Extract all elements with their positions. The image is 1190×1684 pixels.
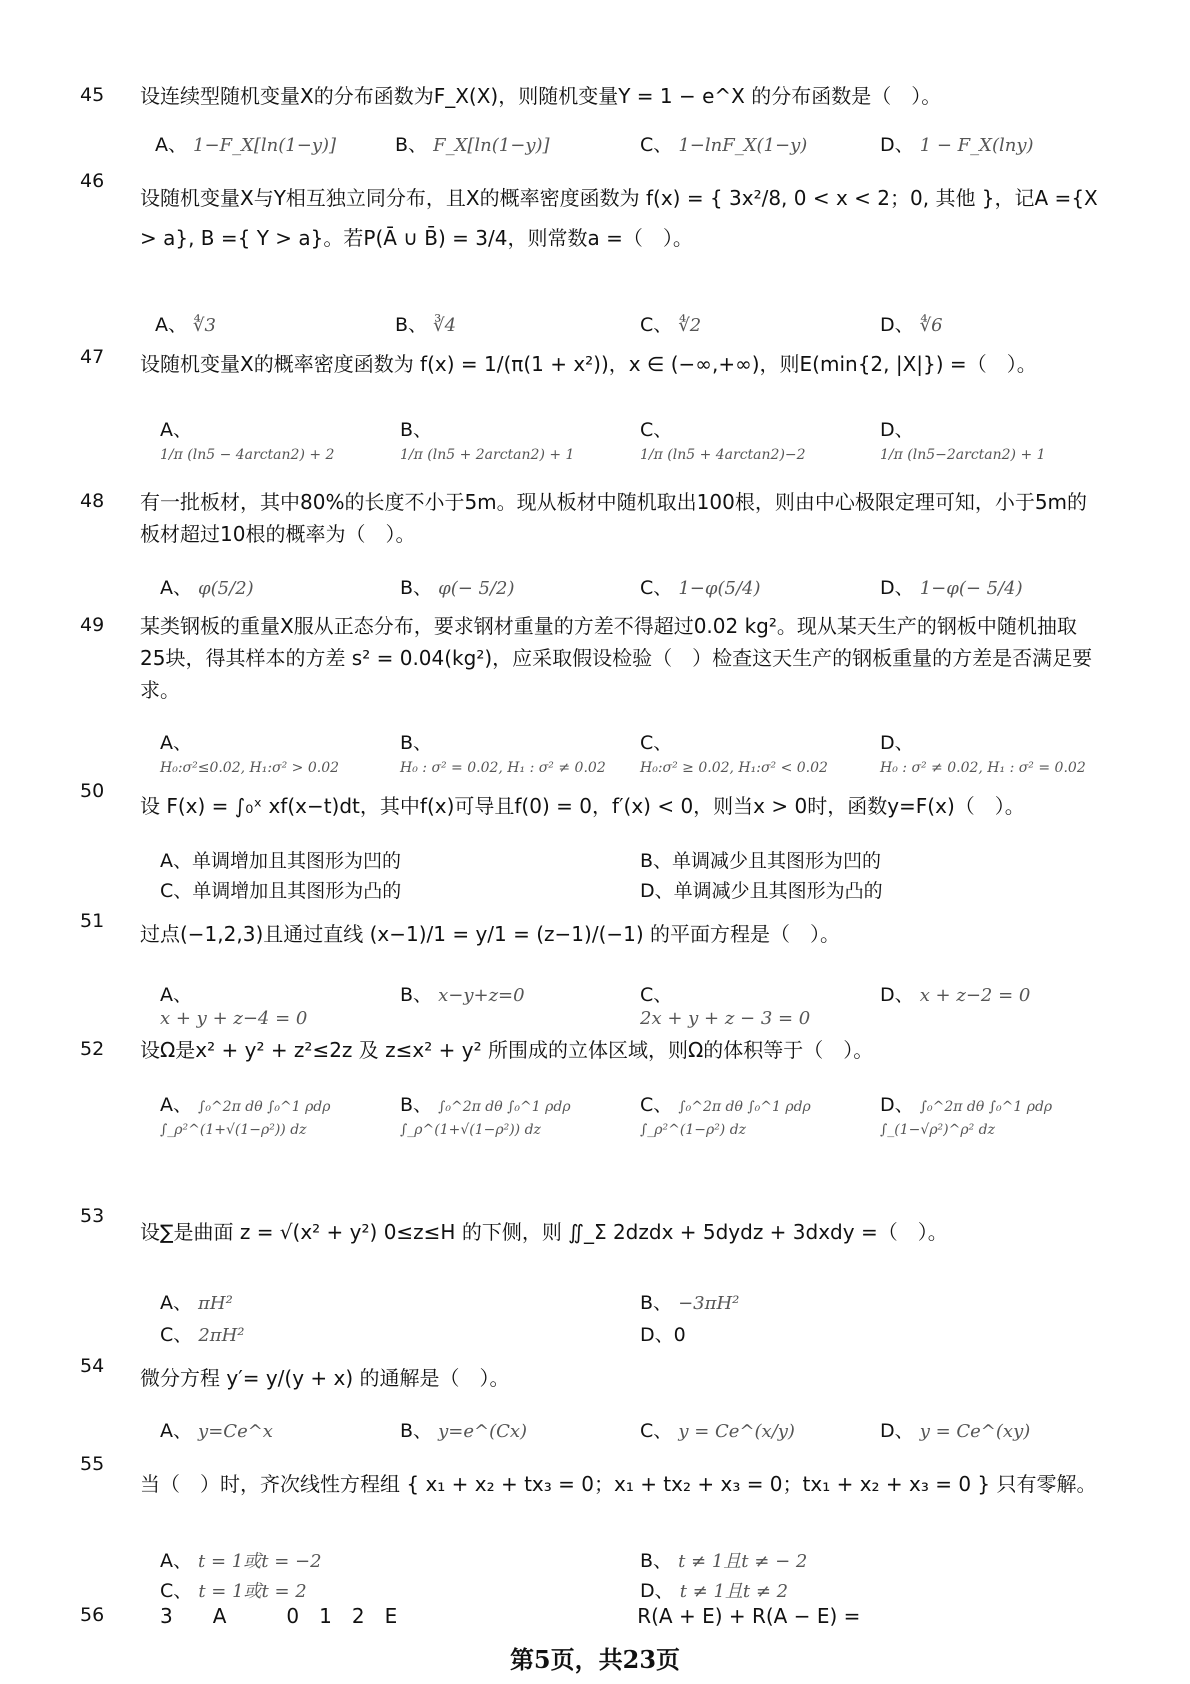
option-d: D、 t ≠ 1且t ≠ 2 [640, 1580, 789, 1602]
question-number: 56 [80, 1604, 105, 1626]
option-a: A、 ∜3 [155, 314, 216, 336]
option-d: D、 y = Ce^(xy) [880, 1420, 1031, 1442]
option-c: C、 ∜2 [640, 314, 702, 336]
option-d: D、 H₀ : σ² ≠ 0.02, H₁ : σ² = 0.02 [880, 732, 1086, 776]
question-number: 49 [80, 614, 105, 636]
question-number: 46 [80, 170, 105, 192]
option-c: C、 y = Ce^(x/y) [640, 1420, 795, 1442]
question-number: 51 [80, 910, 105, 932]
option-c: C、 t = 1或t = 2 [160, 1580, 307, 1602]
question-number: 53 [80, 1205, 105, 1227]
option-b: B、 t ≠ 1且t ≠ − 2 [640, 1550, 808, 1572]
option-a: A、 H₀:σ²≤0.02, H₁:σ² > 0.02 [160, 732, 340, 776]
question-stem: 设随机变量X与Y相互独立同分布，且X的概率密度函数为 f(x) = { 3x²/8, 0 < x < 2；0, 其他 }，记A ={X > a}, B ={ Y > a}。若P(Ā ∪ B̄) = 3/4，则常数a =（ ）。 [140, 186, 1098, 250]
option-a: A、 1/π (ln5 − 4arctan2) + 2 [160, 419, 335, 463]
option-b: B、 φ(− 5/2) [400, 577, 515, 599]
question-stem: 设∑是曲面 z = √(x² + y²) 0≤z≤H 的下侧，则 ∬_Σ 2dzdx + 5dydz + 3dxdy =（ ）。 [140, 1220, 948, 1244]
option-c: C、 1/π (ln5 + 4arctan2)−2 [640, 419, 806, 463]
question-number: 48 [80, 490, 105, 512]
option-d: D、 ∜6 [880, 314, 943, 336]
question-stem: 当（ ）时，齐次线性方程组 { x₁ + x₂ + tx₃ = 0；x₁ + tx₂ + x₃ = 0；tx₁ + x₂ + x₃ = 0 } 只有零解。 [140, 1472, 1097, 1496]
option-b: B、 H₀ : σ² = 0.02, H₁ : σ² ≠ 0.02 [400, 732, 606, 776]
question-number: 55 [80, 1453, 105, 1475]
option-c: C、单调增加且其图形为凸的 [160, 880, 402, 902]
option-c: C、 1−φ(5/4) [640, 577, 761, 599]
question-stem: 过点(−1,2,3)且通过直线 (x−1)/1 = y/1 = (z−1)/(−1) 的平面方程是（ ）。 [140, 922, 841, 946]
question-stem: 有一批板材，其中80%的长度不小于5m。现从板材中随机取出100根，则由中心极限定理可知，小于5m的板材超过10根的概率为（ ）。 [140, 490, 1088, 546]
option-b: B、 y=e^(Cx) [400, 1420, 528, 1442]
option-a: A、 t = 1或t = −2 [160, 1550, 322, 1572]
question-stem: 微分方程 y′= y/(y + x) 的通解是（ ）。 [140, 1366, 510, 1390]
question-stem: 某类钢板的重量X服从正态分布，要求钢材重量的方差不得超过0.02 kg²。现从某天生产的钢板中随机抽取25块，得其样本的方差 s² = 0.04(kg²)，应采取假设检验（ ）检查这天生产的钢板重量的方差是否满足要求。 [140, 614, 1093, 702]
option-a: A、单调增加且其图形为凹的 [160, 850, 402, 872]
question-stem: 设Ω是x² + y² + z²≤2z 及 z≤x² + y² 所围成的立体区域，则Ω的体积等于（ ）。 [140, 1038, 874, 1062]
option-b: B、 ∛4 [395, 314, 457, 336]
option-d: D、 ∫₀^2π dθ ∫₀^1 ρdρ ∫_(1−√ρ²)^ρ² dz [880, 1094, 1053, 1138]
option-a: A、 x + y + z−4 = 0 [160, 984, 308, 1029]
question-stem: 设连续型随机变量X的分布函数为F_X(X)，则随机变量Y = 1 − e^X 的分布函数是（ ）。 [140, 84, 942, 108]
option-b: B、 1/π (ln5 + 2arctan2) + 1 [400, 419, 575, 463]
question-number: 54 [80, 1355, 105, 1377]
option-b: B、 −3πH² [640, 1292, 740, 1314]
option-c: C、 1−lnF_X(1−y) [640, 134, 808, 156]
question-stem: 设 F(x) = ∫₀ˣ xf(x−t)dt，其中f(x)可导且f(0) = 0，f′(x) < 0，则当x > 0时，函数y=F(x)（ ）。 [140, 794, 1025, 818]
option-d: D、 x + z−2 = 0 [880, 984, 1031, 1006]
option-a: A、 φ(5/2) [160, 577, 254, 599]
question-stem: 设随机变量X的概率密度函数为 f(x) = 1/(π(1 + x²))，x ∈ (−∞,+∞)，则E(min{2, |X|}) =（ ）。 [140, 352, 1037, 376]
option-d: D、单调减少且其图形为凸的 [640, 880, 883, 902]
option-d: D、 1 − F_X(lny) [880, 134, 1034, 156]
option-b: B、单调减少且其图形为凹的 [640, 850, 882, 872]
option-a: A、 ∫₀^2π dθ ∫₀^1 ρdρ ∫_ρ²^(1+√(1−ρ²)) dz [160, 1094, 331, 1138]
option-b: B、 ∫₀^2π dθ ∫₀^1 ρdρ ∫_ρ^(1+√(1−ρ²)) dz [400, 1094, 571, 1138]
option-c: C、 H₀:σ² ≥ 0.02, H₁:σ² < 0.02 [640, 732, 828, 776]
question-number: 50 [80, 780, 105, 802]
option-c: C、 2πH² [160, 1324, 245, 1346]
option-a: A、 y=Ce^x [160, 1420, 273, 1442]
option-c: C、 ∫₀^2π dθ ∫₀^1 ρdρ ∫_ρ²^(1−ρ²) dz [640, 1094, 811, 1138]
option-b: B、 F_X[ln(1−y)] [395, 134, 550, 156]
question-number: 52 [80, 1038, 105, 1060]
question-number: 47 [80, 346, 105, 368]
page-footer: 第5页，共23页 [509, 1645, 681, 1674]
option-c: C、 2x + y + z − 3 = 0 [640, 984, 811, 1029]
question-stem: 3 A 0 1 2 E R(A + E) + R(A − E) = [160, 1604, 861, 1628]
option-d: D、 1/π (ln5−2arctan2) + 1 [880, 419, 1046, 463]
option-a: A、 πH² [160, 1292, 233, 1314]
option-d: D、0 [640, 1324, 686, 1346]
option-d: D、 1−φ(− 5/4) [880, 577, 1023, 599]
option-a: A、 1−F_X[ln(1−y)] [155, 134, 337, 156]
option-b: B、 x−y+z=0 [400, 984, 525, 1006]
question-number: 45 [80, 84, 105, 106]
